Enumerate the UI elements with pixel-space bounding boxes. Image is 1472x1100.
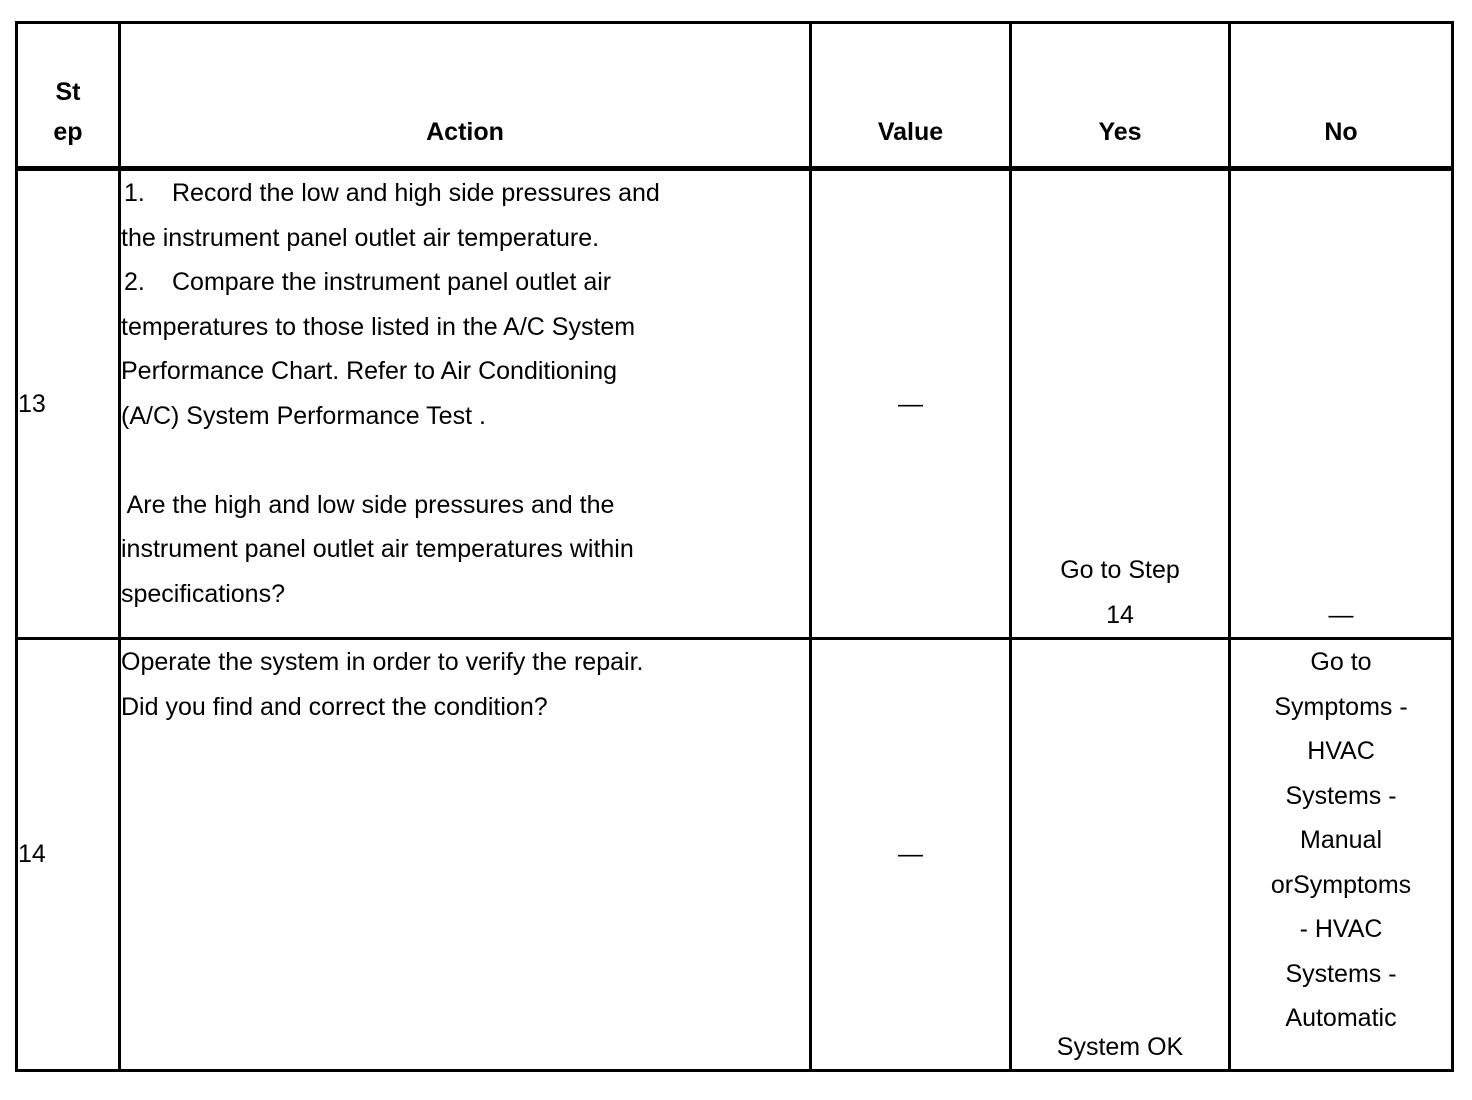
table-header-row bbox=[17, 23, 1453, 169]
header-yes: Yes bbox=[1011, 23, 1230, 169]
question-text: instrument panel outlet air temperatures within bbox=[121, 535, 634, 563]
no-cell bbox=[1230, 639, 1453, 1071]
no-text-line: Symptoms - bbox=[1274, 692, 1408, 721]
action-text: Record the low and high side pressures and bbox=[172, 179, 660, 207]
action-text: temperatures to those listed in the A/C System bbox=[121, 312, 636, 341]
no-text-line: orSymptoms bbox=[1270, 870, 1412, 899]
action-cell bbox=[120, 639, 811, 1071]
yes-text: Go to Step bbox=[1060, 556, 1180, 584]
yes-cell: System OK bbox=[1011, 639, 1230, 1071]
question-text: Are the high and low side pressures and the bbox=[121, 490, 615, 519]
no-text-line: Systems - bbox=[1285, 781, 1397, 810]
header-no: No bbox=[1230, 23, 1453, 169]
header-step bbox=[17, 23, 120, 169]
spacer bbox=[121, 438, 809, 483]
step-number: 14 bbox=[17, 639, 120, 1071]
action-text: Performance Chart. Refer to Air Conditioning bbox=[121, 357, 618, 385]
question-text: Did you find and correct the condition? bbox=[121, 692, 548, 721]
question-text: specifications? bbox=[121, 579, 285, 608]
header-step-line2: ep bbox=[53, 118, 83, 146]
yes-step-number: 14 bbox=[1106, 600, 1134, 629]
action-item-1 bbox=[121, 171, 809, 216]
value-cell: — bbox=[811, 639, 1011, 1071]
action-text: Operate the system in order to verify the repair. bbox=[121, 648, 644, 676]
item-number: 1. bbox=[124, 179, 145, 207]
header-step-line1: St bbox=[55, 78, 81, 106]
header-value: Value bbox=[811, 23, 1011, 169]
action-text: the instrument panel outlet air temperature. bbox=[121, 223, 600, 252]
no-text-line: Systems - bbox=[1285, 959, 1397, 988]
table-row bbox=[17, 639, 1453, 1071]
step-number: 13 bbox=[17, 169, 120, 639]
no-text-line: Manual bbox=[1300, 826, 1382, 854]
no-text-line: - HVAC bbox=[1299, 915, 1383, 943]
yes-cell bbox=[1011, 169, 1230, 639]
action-cell bbox=[120, 169, 811, 639]
action-text: Compare the instrument panel outlet air bbox=[172, 268, 612, 296]
no-cell: — bbox=[1230, 169, 1453, 639]
no-text-line: Go to bbox=[1310, 648, 1372, 676]
value-cell: — bbox=[811, 169, 1011, 639]
no-text-line: Automatic bbox=[1285, 1004, 1397, 1032]
no-text-line: HVAC bbox=[1307, 737, 1375, 765]
item-number: 2. bbox=[124, 268, 145, 296]
header-action: Action bbox=[120, 23, 811, 169]
table-row bbox=[17, 169, 1453, 639]
diagnostic-table bbox=[15, 21, 1454, 1072]
action-text: (A/C) System Performance Test . bbox=[121, 401, 486, 430]
action-item-2 bbox=[121, 260, 809, 305]
